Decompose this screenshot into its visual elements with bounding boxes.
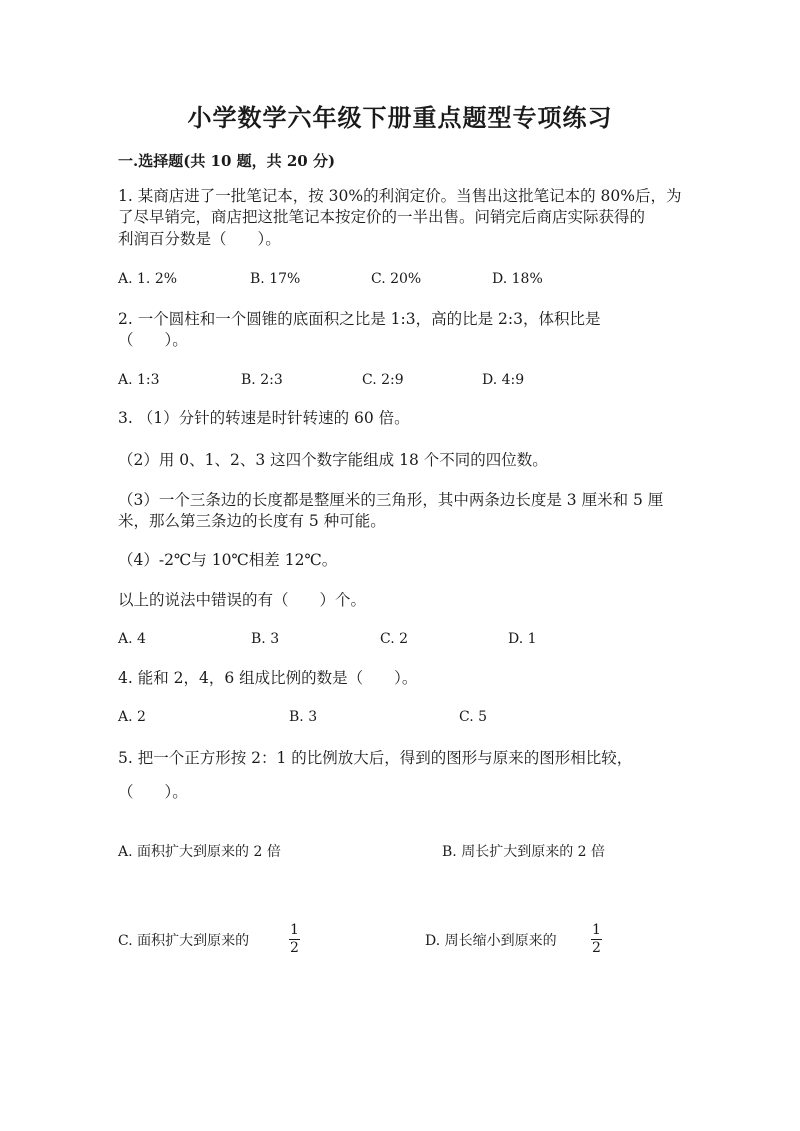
q1-option-a: A. 1. 2% <box>118 271 178 287</box>
q3-option-c: C. 2 <box>380 631 409 647</box>
q3-question: 以上的说法中错误的有（ ）个。 <box>118 591 367 609</box>
q3-option-a: A. 4 <box>118 631 146 647</box>
q5-option-a: A. 面积扩大到原来的 2 倍 <box>118 844 281 860</box>
q4-option-c: C. 5 <box>459 709 488 725</box>
q1-line-1: 1. 某商店进了一批笔记本，按 30%的利润定价。当售出这批笔记本的 80%后，为 <box>118 187 682 205</box>
q1-option-b: B. 17% <box>250 271 301 287</box>
q2-option-b: B. 2:3 <box>241 372 283 388</box>
fraction-numerator: 1 <box>592 922 601 938</box>
q2-option-a: A. 1:3 <box>118 372 160 388</box>
q5-option-b: B. 周长扩大到原来的 2 倍 <box>442 844 605 860</box>
q3-option-d: D. 1 <box>508 631 537 647</box>
q1-option-c: C. 20% <box>371 271 422 287</box>
q1-line-2: 了尽早销完，商店把这批笔记本按定价的一半出售。问销完后商店实际获得的 <box>118 208 646 226</box>
q1-line-3: 利润百分数是（ ）。 <box>118 230 281 248</box>
q2-option-c: C. 2:9 <box>362 372 404 388</box>
q3-statement-3-line-1: （3）一个三条边的长度都是整厘米的三角形，其中两条边长度是 3 厘米和 5 厘 <box>118 491 664 509</box>
q5-option-d: D. 周长缩小到原来的 <box>425 933 557 949</box>
q3-statement-3-line-2: 米，那么第三条边的长度有 5 种可能。 <box>118 512 386 530</box>
q5-option-d-fraction <box>591 923 602 956</box>
section-heading: 一.选择题(共 10 题，共 20 分) <box>118 152 336 170</box>
q2-line-1: 2. 一个圆柱和一个圆锥的底面积之比是 1:3，高的比是 2:3，体积比是 <box>118 310 601 328</box>
fraction-denominator: 2 <box>290 940 299 956</box>
q3-statement-1: 3. （1）分针的转速是时针转速的 60 倍。 <box>118 409 410 427</box>
fraction-numerator: 1 <box>290 922 299 938</box>
q3-option-b: B. 3 <box>251 631 280 647</box>
page-title: 小学数学六年级下册重点题型专项练习 <box>187 103 613 132</box>
q5-option-c-fraction <box>289 923 300 956</box>
q4-option-b: B. 3 <box>289 709 318 725</box>
fraction-denominator: 2 <box>592 940 601 956</box>
q5-option-c: C. 面积扩大到原来的 <box>118 933 250 949</box>
q4-option-a: A. 2 <box>118 709 146 725</box>
q5-line-1: 5. 把一个正方形按 2：1 的比例放大后，得到的图形与原来的图形相比较， <box>118 749 633 767</box>
q3-statement-4: （4）-2℃与 10℃相差 12℃。 <box>118 551 338 569</box>
q3-statement-2: （2）用 0、1、2、3 这四个数字能组成 18 个不同的四位数。 <box>118 451 548 469</box>
q4-text: 4. 能和 2，4，6 组成比例的数是（ ）。 <box>118 669 418 687</box>
q2-line-2: （ ）。 <box>118 331 188 349</box>
q1-option-d: D. 18% <box>492 271 543 287</box>
q5-line-2: （ ）。 <box>118 783 188 801</box>
q2-option-d: D. 4:9 <box>482 372 525 388</box>
